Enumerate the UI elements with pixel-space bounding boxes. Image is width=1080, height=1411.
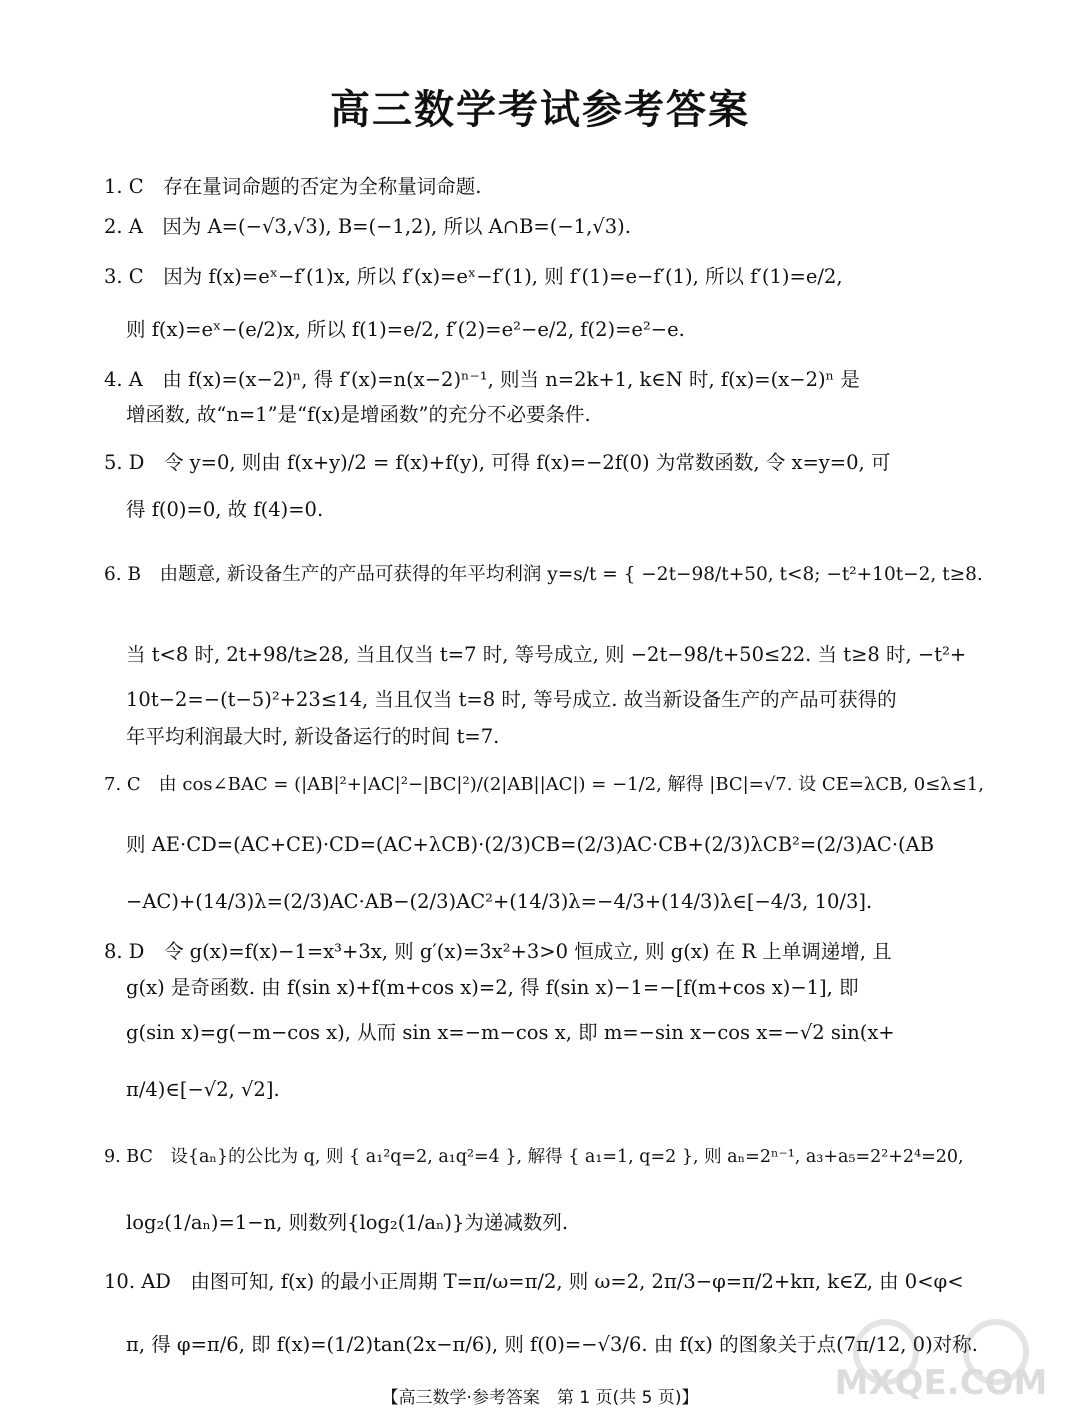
- answer-line: 年平均利润最大时, 新设备运行的时间 t=7.: [126, 725, 500, 748]
- answer-line: 则 f(x)=eˣ−(e/2)x, 所以 f(1)=e/2, f′(2)=e²−e/2, f(2)=e²−e.: [126, 318, 685, 341]
- answer-line: 9. BC 设{aₙ}的公比为 q, 则 { a₁²q=2, a₁q²=4 }, 解得 { a₁=1, q=2 }, 则 aₙ=2ⁿ⁻¹, a₃+a₅=2²+2⁴=20,: [104, 1147, 964, 1167]
- answer-line: 1. C 存在量词命题的否定为全称量词命题.: [104, 175, 482, 198]
- answer-line: 当 t<8 时, 2t+98/t≥28, 当且仅当 t=7 时, 等号成立, 则 −2t−98/t+50≤22. 当 t≥8 时, −t²+: [126, 643, 967, 666]
- page-title: 高三数学考试参考答案: [330, 87, 750, 133]
- answer-line: g(x) 是奇函数. 由 f(sin x)+f(m+cos x)=2, 得 f(sin x)−1=−[f(m+cos x)−1], 即: [126, 976, 859, 999]
- answer-line: 2. A 因为 A=(−√3,√3), B=(−1,2), 所以 A∩B=(−1,√3).: [104, 215, 631, 238]
- watermark-logo: [834, 1318, 1048, 1403]
- answer-line: 10. AD 由图可知, f(x) 的最小正周期 T=π/ω=π/2, 则 ω=2, 2π/3−φ=π/2+kπ, k∈Z, 由 0<φ<: [104, 1270, 964, 1293]
- answer-line: 3. C 因为 f(x)=eˣ−f′(1)x, 所以 f′(x)=eˣ−f′(1), 则 f′(1)=e−f′(1), 所以 f′(1)=e/2,: [104, 265, 843, 288]
- answer-line: −AC)+(14/3)λ=(2/3)AC·AB−(2/3)AC²+(14/3)λ=−4/3+(14/3)λ∈[−4/3, 10/3].: [126, 890, 873, 913]
- answer-line: 得 f(0)=0, 故 f(4)=0.: [126, 498, 324, 521]
- answer-line: g(sin x)=g(−m−cos x), 从而 sin x=−m−cos x, 即 m=−sin x−cos x=−√2 sin(x+: [126, 1021, 895, 1044]
- answer-line: 10t−2=−(t−5)²+23≤14, 当且仅当 t=8 时, 等号成立. 故当新设备生产的产品可获得的: [126, 688, 897, 711]
- answer-line: 4. A 由 f(x)=(x−2)ⁿ, 得 f′(x)=n(x−2)ⁿ⁻¹, 则当 n=2k+1, k∈N 时, f(x)=(x−2)ⁿ 是: [104, 368, 860, 391]
- answer-line: 6. B 由题意, 新设备生产的产品可获得的年平均利润 y=s/t = { −2t−98/t+50, t<8; −t²+10t−2, t≥8.: [104, 564, 983, 585]
- answer-line: 则 AE·CD=(AC+CE)·CD=(AC+λCB)·(2/3)CB=(2/3)AC·CB+(2/3)λCB²=(2/3)AC·(AB: [126, 833, 935, 856]
- answer-line: 5. D 令 y=0, 则由 f(x+y)/2 = f(x)+f(y), 可得 f(x)=−2f(0) 为常数函数, 令 x=y=0, 可: [104, 451, 891, 474]
- answer-line: log₂(1/aₙ)=1−n, 则数列{log₂(1/aₙ)}为递减数列.: [126, 1211, 569, 1234]
- page-footer: 【高三数学·参考答案 第 1 页(共 5 页)】: [381, 1388, 699, 1408]
- answer-line: 增函数, 故“n=1”是“f(x)是增函数”的充分不必要条件.: [126, 403, 591, 426]
- answer-line: π/4)∈[−√2, √2].: [126, 1078, 280, 1101]
- answer-line: 7. C 由 cos∠BAC = (|AB|²+|AC|²−|BC|²)/(2|AB||AC|) = −1/2, 解得 |BC|=√7. 设 CE=λCB, 0≤λ≤1,: [104, 774, 984, 795]
- answer-line: π, 得 φ=π/6, 即 f(x)=(1/2)tan(2x−π/6), 则 f(0)=−√3/6. 由 f(x) 的图象关于点(7π/12, 0)对称.: [126, 1333, 978, 1356]
- answer-line: 8. D 令 g(x)=f(x)−1=x³+3x, 则 g′(x)=3x²+3>0 恒成立, 则 g(x) 在 R 上单调递增, 且: [104, 940, 892, 963]
- svg-text:MXQE.COM: MXQE.COM: [834, 1363, 1048, 1403]
